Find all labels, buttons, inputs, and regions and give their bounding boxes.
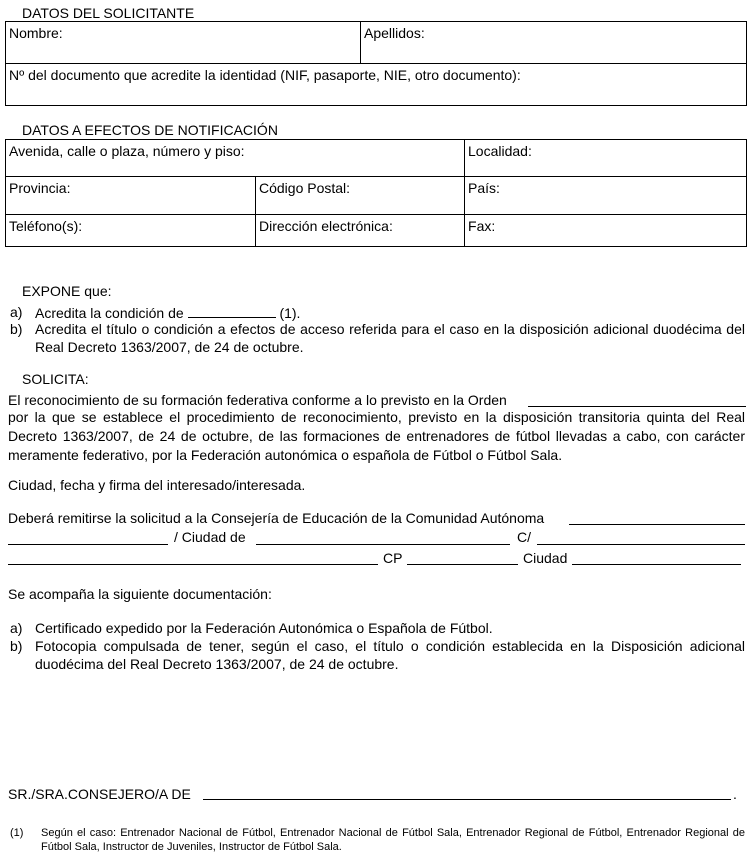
nota-text: Según el caso: Entrenador Nacional de Fútbol, Entrenador Nacional de Fútbol Sala, Entrenador Regional de Fútbol, Entrenador Regional de Fútbol Sala, Instructor de Juveniles, Instructor de Fútbol Sala. — [41, 827, 745, 853]
documentacion-a-label: a) — [10, 620, 23, 636]
cp-label: CP — [383, 550, 403, 566]
codigo-postal-label: Código Postal: — [259, 180, 351, 196]
documentacion-item-a — [10, 619, 745, 637]
expone-item-b — [10, 320, 745, 356]
calle-label: C/ — [517, 529, 531, 545]
notificacion-table — [5, 139, 747, 247]
direccion-label: Avenida, calle o plaza, número y piso: — [9, 143, 245, 159]
documento-field[interactable] — [6, 64, 747, 106]
ciudad-de-blank[interactable] — [256, 544, 510, 545]
telefono-field[interactable] — [6, 215, 256, 247]
expone-a-text: Acredita la condición de — [35, 305, 184, 321]
apellidos-label: Apellidos: — [364, 25, 425, 41]
section-title-notificacion: DATOS A EFECTOS DE NOTIFICACIÓN — [22, 122, 278, 138]
calle-blank[interactable] — [537, 544, 745, 545]
provincia-field[interactable] — [6, 177, 256, 215]
ciudad-de-label: / Ciudad de — [174, 529, 246, 545]
codigo-postal-field[interactable] — [256, 177, 465, 215]
solicitante-table — [5, 21, 747, 106]
section-title-solicitante: DATOS DEL SOLICITANTE — [22, 5, 195, 21]
consejeria-blank[interactable] — [8, 544, 168, 545]
documentacion-b-label: b) — [10, 638, 23, 654]
orden-blank[interactable] — [528, 406, 746, 407]
nombre-field[interactable] — [6, 22, 361, 64]
documentacion-title: Se acompaña la siguiente documentación: — [8, 586, 272, 602]
localidad-label: Localidad: — [468, 143, 532, 159]
destinatario-blank[interactable] — [203, 799, 731, 800]
solicita-title: SOLICITA: — [22, 371, 89, 387]
destinatario-end: . — [733, 786, 737, 802]
solicita-line1: El reconocimiento de su formación federativa conforme a lo previsto en la Orden — [8, 392, 507, 408]
firma-text: Ciudad, fecha y firma del interesado/interesada. — [8, 477, 306, 493]
fax-field[interactable] — [465, 215, 747, 247]
apellidos-field[interactable] — [361, 22, 747, 64]
solicita-body: por la que se establece el procedimiento de reconocimiento, previsto en la disposición transitoria quinta del Real Decreto 1363/2007, de 24 de octubre, de las formaciones de entrenadores de fútbol llevadas a cabo, con carácter meramente federativo, por la Federación autonómica o española de Fútbol o Fútbol Sala. — [8, 409, 745, 463]
expone-title: EXPONE que: — [22, 283, 112, 299]
email-field[interactable] — [256, 215, 465, 247]
fax-label: Fax: — [468, 218, 496, 234]
direccion-blank[interactable] — [8, 564, 378, 565]
localidad-field[interactable] — [465, 140, 747, 177]
condicion-blank[interactable] — [188, 303, 276, 318]
comunidad-blank[interactable] — [569, 524, 745, 525]
documento-label: Nº del documento que acredite la identidad (NIF, pasaporte, NIE, otro documento): — [9, 67, 521, 83]
nota-label: (1) — [10, 827, 24, 839]
direccion-field[interactable] — [6, 140, 465, 177]
pais-field[interactable] — [465, 177, 747, 215]
remitir-line1: Deberá remitirse la solicitud a la Consejería de Educación de la Comunidad Autónoma — [8, 510, 545, 526]
ciudad-blank[interactable] — [572, 564, 741, 565]
documentacion-b-text: Fotocopia compulsada de tener, según el caso, el título o condición establecida en la Disposición adicional duodécima del Real Decreto 1363/2007, de 24 de octubre. — [35, 638, 745, 672]
expone-b-text: Acredita el título o condición a efectos de acceso referida para el caso en la disposición adicional duodécima del Real Decreto 1363/2007, de 24 de octubre. — [35, 321, 745, 355]
expone-b-label: b) — [10, 321, 23, 337]
ciudad-label: Ciudad — [523, 550, 568, 566]
pais-label: País: — [468, 180, 500, 196]
expone-a-note: (1). — [279, 305, 301, 321]
documentacion-a-text: Certificado expedido por la Federación Autonómica o Española de Fútbol. — [35, 620, 493, 636]
cp-blank[interactable] — [407, 564, 518, 565]
telefono-label: Teléfono(s): — [9, 218, 83, 234]
email-label: Dirección electrónica: — [259, 218, 393, 234]
provincia-label: Provincia: — [9, 180, 71, 196]
expone-a-label: a) — [10, 304, 23, 320]
nombre-label: Nombre: — [9, 25, 63, 41]
documentacion-item-b — [10, 637, 745, 673]
destinatario-label: SR./SRA.CONSEJERO/A DE — [8, 786, 191, 802]
